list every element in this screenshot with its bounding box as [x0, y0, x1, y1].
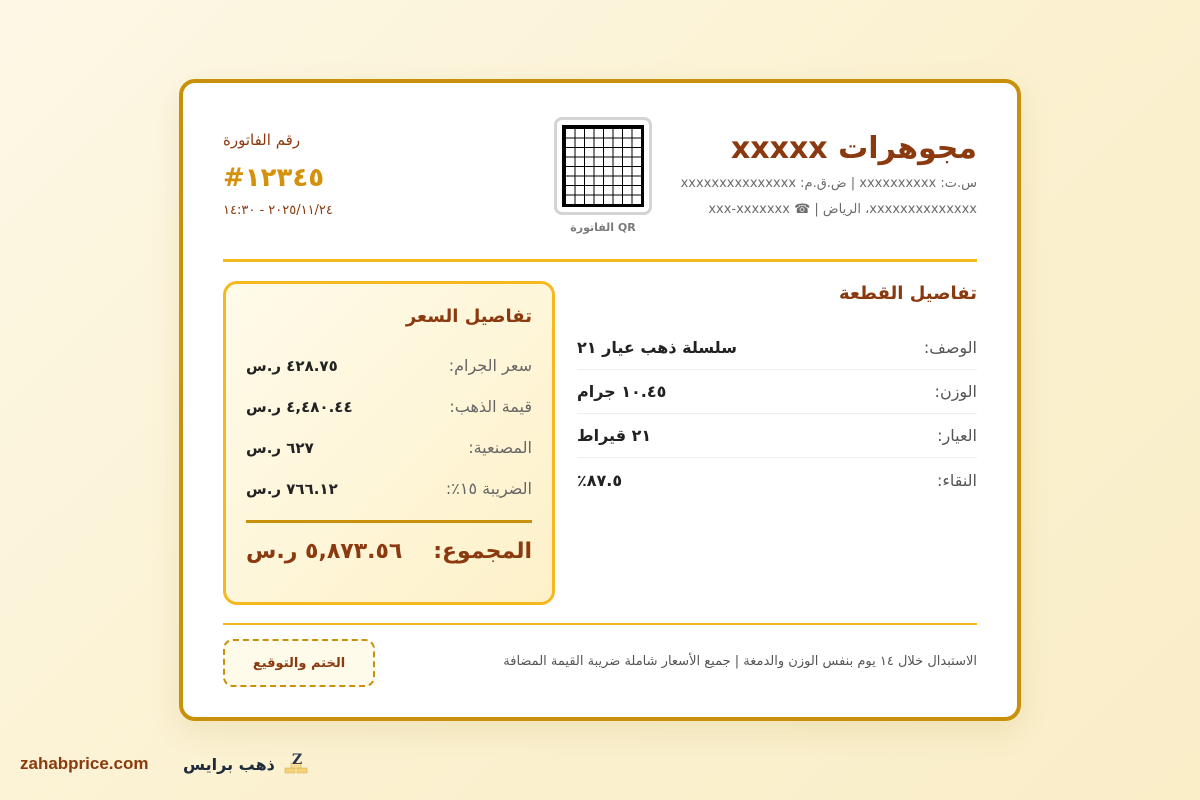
- header-divider: [223, 259, 977, 262]
- price-label: الضريبة ١٥٪:: [445, 479, 532, 498]
- item-details: [577, 283, 977, 502]
- price-label: قيمة الذهب:: [449, 397, 532, 416]
- shop-address: xxxxxxxxxxxxxx، الرياض | ☎ xxx-xxxxxxx: [708, 202, 977, 217]
- qr-label: QR الفاتورة: [570, 221, 636, 234]
- item-details-title: تفاصيل القطعة: [838, 283, 977, 304]
- gold-bars-logo-icon: [283, 750, 309, 778]
- detail-label: الوصف:: [923, 338, 977, 357]
- qr-code-icon: [562, 125, 644, 207]
- price-value: ٦٢٧ ر.س: [246, 438, 314, 457]
- price-row: [246, 427, 532, 468]
- detail-row: [577, 414, 977, 458]
- total-label: المجموع:: [433, 539, 532, 564]
- price-details-title: تفاصيل السعر: [405, 306, 532, 327]
- price-label: سعر الجرام:: [448, 356, 532, 375]
- price-value: ٧٦٦.١٢ ر.س: [246, 479, 338, 498]
- qr-frame: [554, 117, 652, 215]
- detail-label: الوزن:: [934, 382, 977, 401]
- detail-value: سلسلة ذهب عيار ٢١: [577, 338, 737, 357]
- brand-logo-group: [183, 750, 309, 778]
- shop-info: [681, 129, 977, 221]
- price-row: [246, 386, 532, 427]
- detail-row: [577, 458, 977, 502]
- detail-value: ٨٧.٥٪: [577, 470, 623, 490]
- detail-row: [577, 326, 977, 370]
- detail-value: ٢١ قيراط: [577, 426, 652, 445]
- shop-registration: س.ت: xxxxxxxxxx | ض.ق.م: xxxxxxxxxxxxxxx: [680, 176, 977, 191]
- price-value: ٤٢٨.٧٥ ر.س: [246, 356, 338, 375]
- invoice-number-label: رقم الفاتورة: [223, 131, 301, 149]
- footer-note: الاستبدال خلال ١٤ يوم بنفس الوزن والدمغة | جميع الأسعار شاملة ضريبة القيمة المضافة: [503, 654, 977, 669]
- price-label: المصنعية:: [468, 438, 532, 457]
- invoice-datetime: ٢٠٢٥/١١/٢٤ - ١٤:٣٠: [223, 203, 333, 218]
- brand-name: ذهب برايس: [183, 754, 275, 774]
- detail-row: [577, 370, 977, 414]
- shop-name: مجوهرات xxxxx: [730, 131, 977, 166]
- price-row: [246, 468, 532, 509]
- invoice-card: [179, 79, 1021, 721]
- detail-label: العيار:: [937, 426, 977, 445]
- total-row: [246, 539, 532, 564]
- detail-value: ١٠.٤٥ جرام: [577, 382, 667, 401]
- price-details: [223, 281, 555, 605]
- site-url[interactable]: zahabprice.com: [20, 754, 149, 773]
- price-row: [246, 345, 532, 386]
- stamp-signature-box: الختم والتوقيع: [223, 639, 375, 687]
- qr-section: [553, 117, 653, 234]
- total-divider: [246, 520, 532, 523]
- invoice-number: #١٢٣٤٥: [223, 163, 325, 193]
- price-value: ٤,٤٨٠.٤٤ ر.س: [246, 397, 353, 416]
- footer-divider: [223, 623, 977, 625]
- svg-text:Z: Z: [291, 752, 303, 768]
- total-value: ٥,٨٧٣.٥٦ ر.س: [246, 539, 403, 564]
- detail-label: النقاء:: [936, 470, 977, 490]
- invoice-meta: [223, 131, 333, 218]
